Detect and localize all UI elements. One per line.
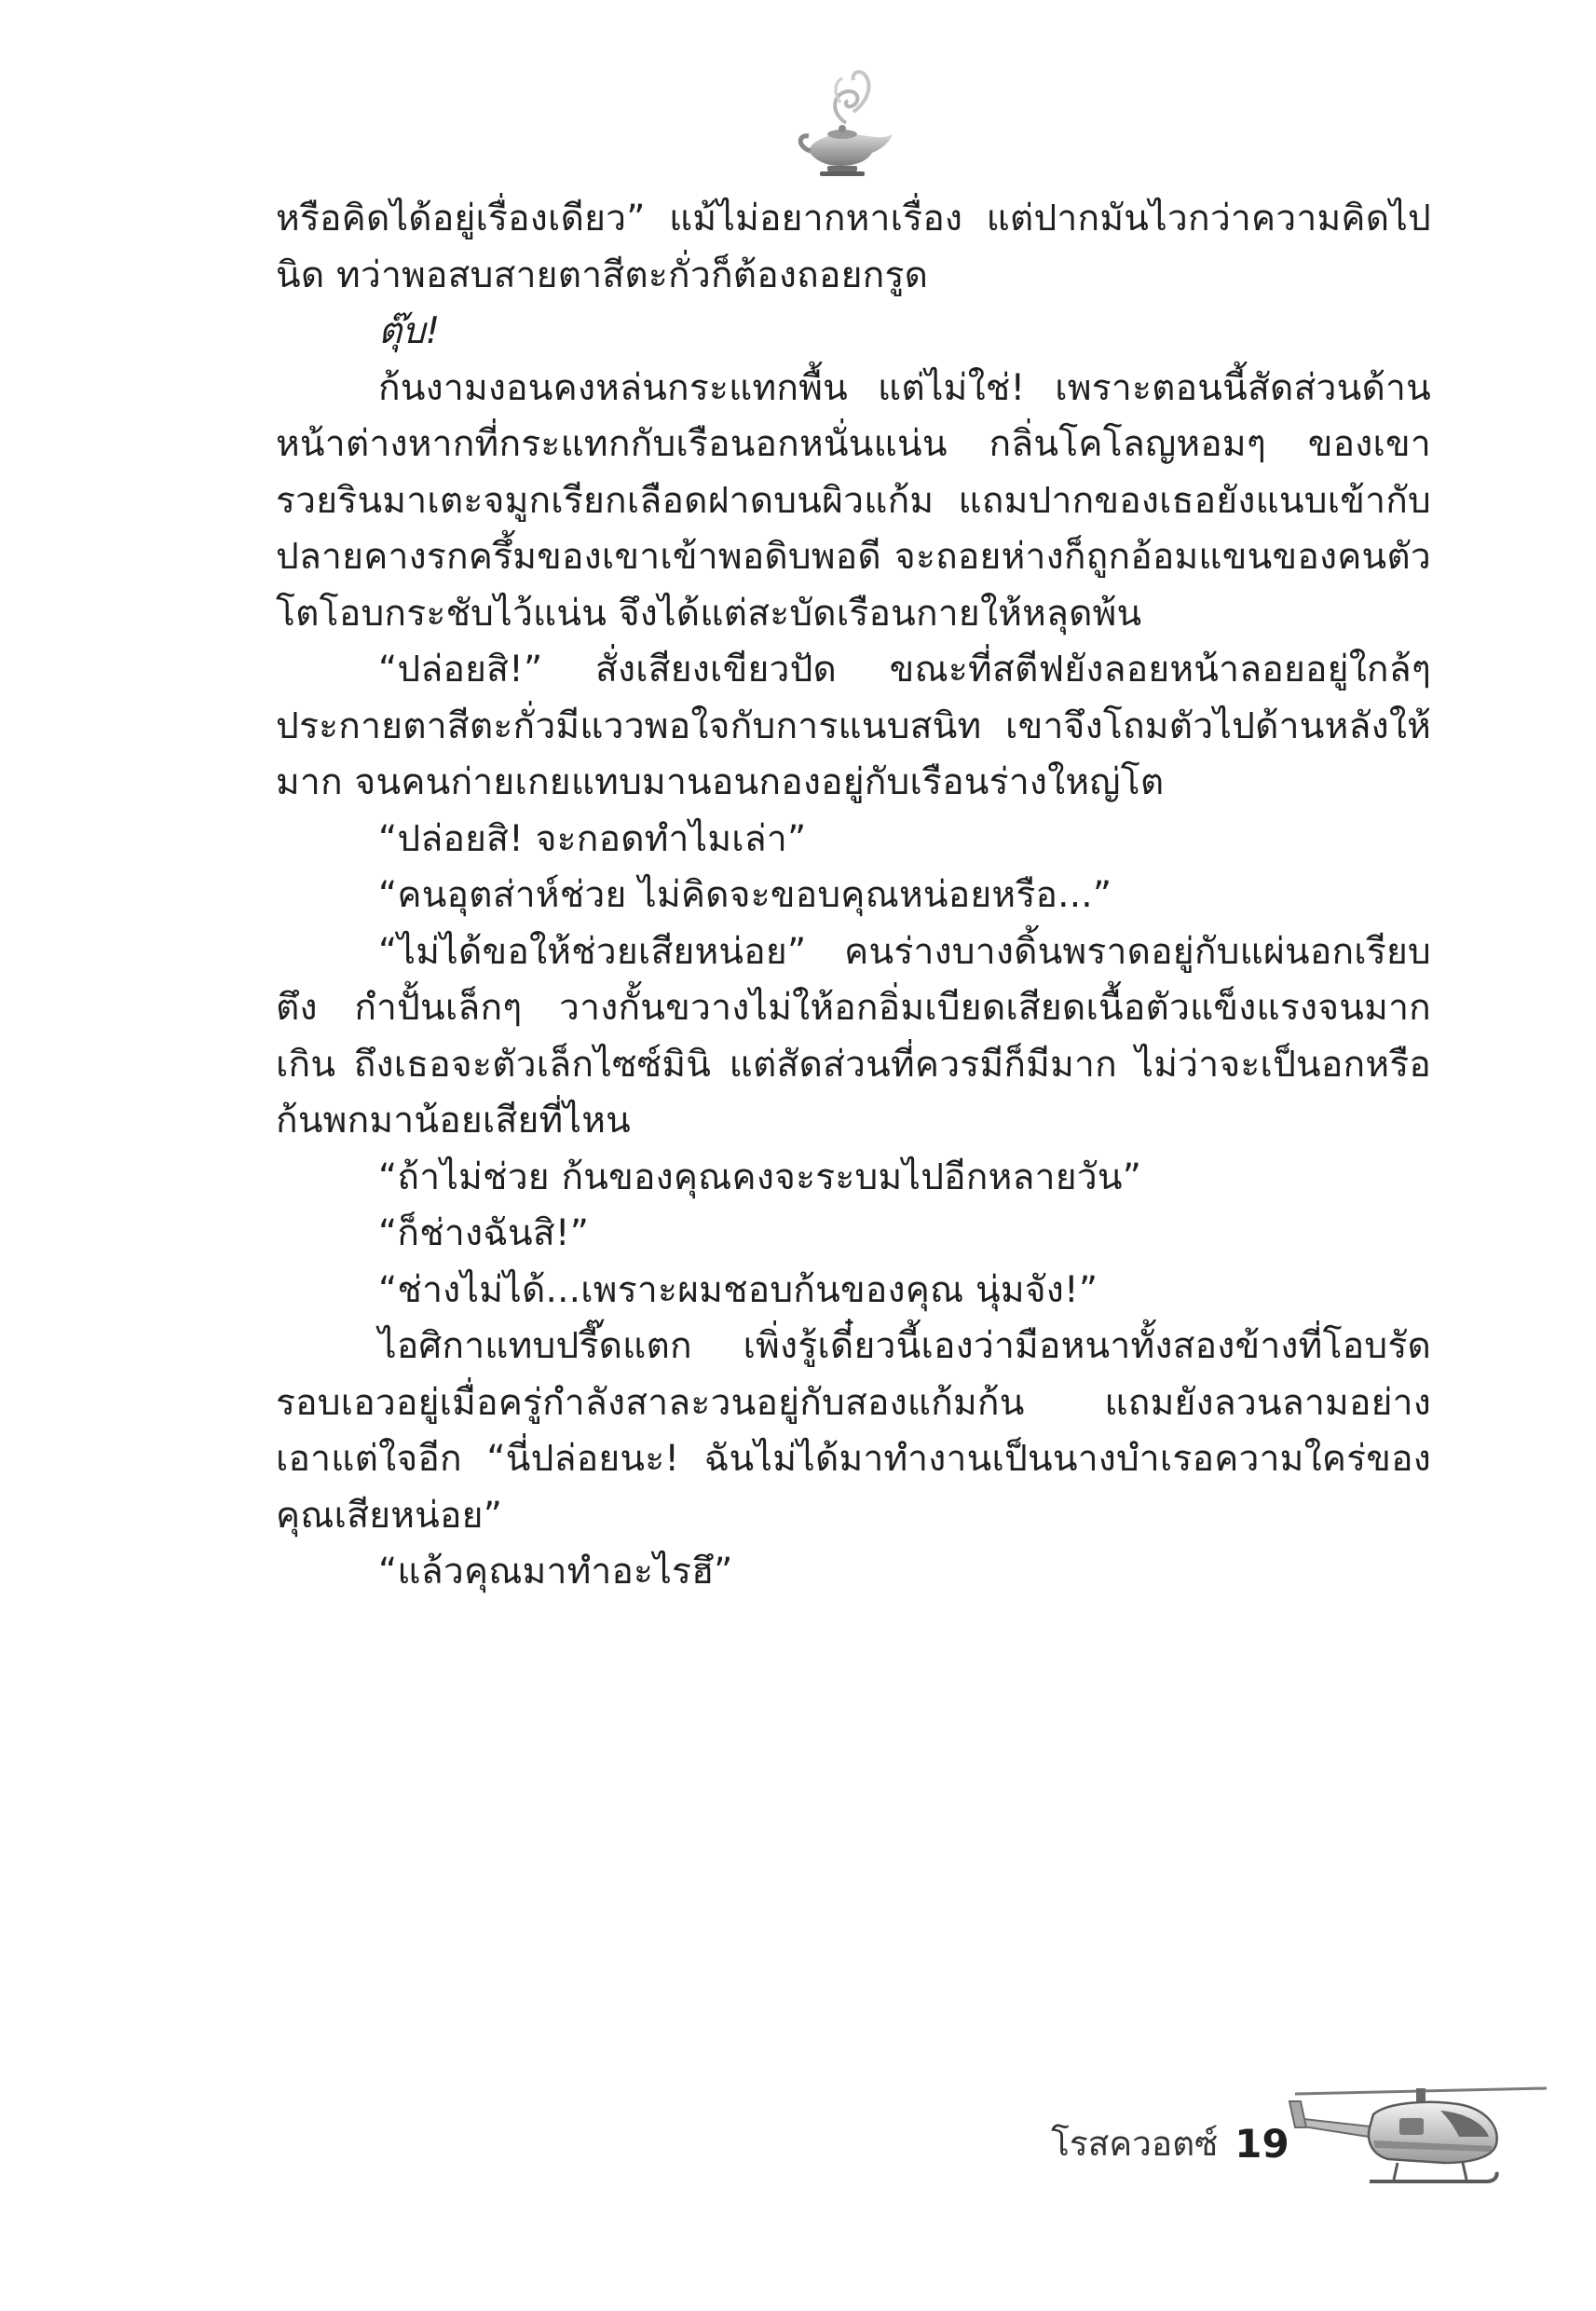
paragraph-7: “ไม่ได้ขอให้ช่วยเสียหน่อย” คนร่างบางดิ้นพราดอยู่กับแผ่นอกเรียบตึง กำปั้นเล็กๆ วางกั้นขวางไม่ให้อกอิ่มเบียดเสียดเนื้อตัวแข็งแรงจนมากเกิน ถึงเธอจะตัวเล็กไซซ์มินิ แต่สัดส่วนที่ควรมีก็มีมาก ไม่ว่าจะเป็นอกหรือก้นพกมาน้อยเสียที่ไหน (276, 930, 1431, 1142)
paragraph-5: “ปล่อยสิ! จะกอดทำไมเล่า” (378, 817, 807, 860)
magic-lamp-icon (792, 65, 904, 186)
paragraph-2: ตุ๊บ! (378, 310, 441, 352)
page-number: 19 (1235, 2120, 1289, 2167)
paragraph-12: “แล้วคุณมาทำอะไรฮึ” (378, 1551, 733, 1593)
paragraph-4: “ปล่อยสิ!” สั่งเสียงเขียวปัด ขณะที่สตีฟยังลอยหน้าลอยอยู่ใกล้ๆ ประกายตาสีตะกั่วมีแววพอใจกับการแนบสนิท เขาจึงโถมตัวไปด้านหลังให้มาก จนคนก่ายเกยแทบมานอนกองอยู่กับเรือนร่างใหญ่โต (276, 649, 1431, 803)
page-footer (1051, 2115, 1289, 2171)
paragraph-10: “ช่างไม่ได้...เพราะผมชอบก้นของคุณ นุ่มจัง!” (378, 1268, 1098, 1311)
paragraph-11: ไอศิกาแทบปรี๊ดแตก เพิ่งรู้เดี๋ยวนี้เองว่ามือหนาทั้งสองข้างที่โอบรัดรอบเอวอยู่เมื่อครู่กำลังสาละวนอยู่กับสองแก้มก้น แถมยังลวนลามอย่างเอาแต่ใจอีก “นี่ปล่อยนะ! ฉันไม่ได้มาทำงานเป็นนางบำเรอความใคร่ของคุณเสียหน่อย” (276, 1325, 1431, 1537)
paragraph-8: “ถ้าไม่ช่วย ก้นของคุณคงจะระบมไปอีกหลายวัน” (378, 1156, 1142, 1198)
paragraph-9: “ก็ช่างฉันสิ!” (378, 1212, 590, 1254)
helicopter-icon (1276, 2073, 1556, 2195)
story-text (276, 191, 1431, 1601)
paragraph-3: ก้นงามงอนคงหล่นกระแทกพื้น แต่ไม่ใช่! เพราะตอนนี้สัดส่วนด้านหน้าต่างหากที่กระแทกกับเรือนอกหนั่นแน่น กลิ่นโคโลญหอมๆ ของเขารวยรินมาเตะจมูกเรียกเลือดฝาดบนผิวแก้ม แถมปากของเธอยังแนบเข้ากับปลายคางรกครึ้มของเขาเข้าพอดิบพอดี จะถอยห่างก็ถูกอ้อมแขนของคนตัวโตโอบกระชับไว้แน่น จึงได้แต่สะบัดเรือนกายให้หลุดพ้น (276, 366, 1431, 635)
paragraph-6: “คนอุตส่าห์ช่วย ไม่คิดจะขอบคุณหน่อยหรือ...” (378, 874, 1112, 916)
running-title: โรสควอตซ์ (1051, 2123, 1219, 2164)
paragraph-1: หรือคิดได้อยู่เรื่องเดียว” แม้ไม่อยากหาเรื่อง แต่ปากมันไวกว่าความคิดไปนิด ทว่าพอสบสายตาสีตะกั่วก็ต้องถอยกรูด (276, 198, 1431, 296)
